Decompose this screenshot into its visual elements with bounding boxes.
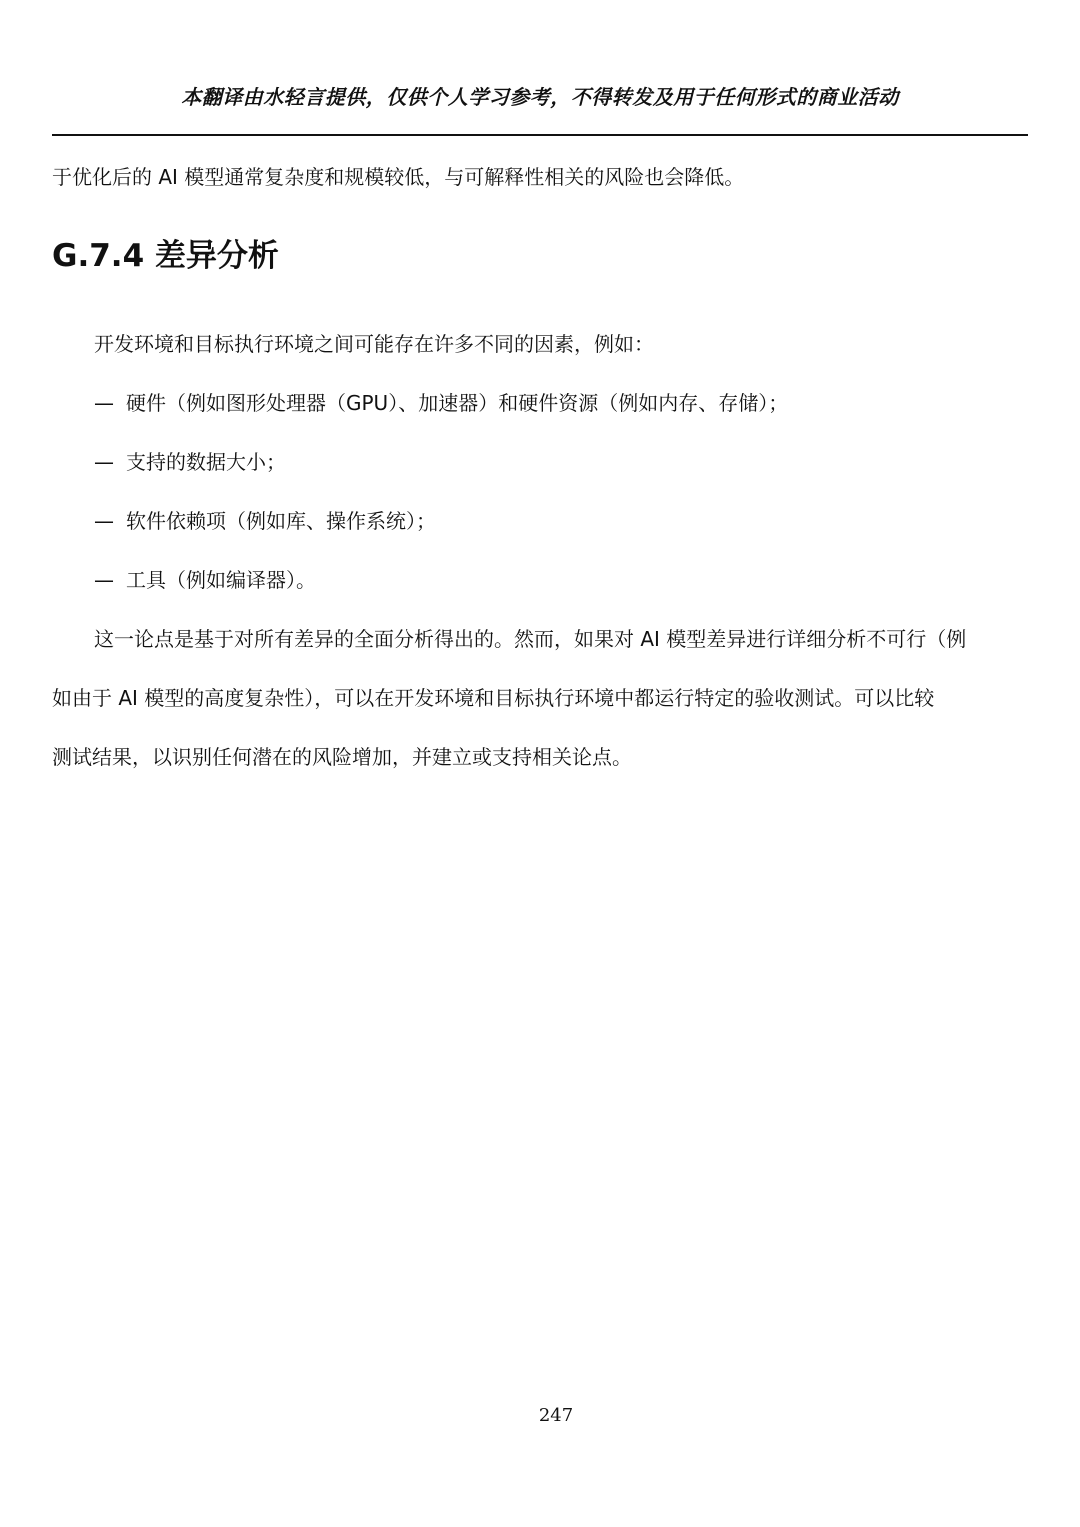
list-item	[52, 492, 1028, 551]
list-dash: —	[94, 568, 114, 592]
list-dash: —	[94, 509, 114, 533]
factor-list	[52, 374, 1028, 610]
list-item-text: 硬件（例如图形处理器（GPU）、加速器）和硬件资源（例如内存、存储）；	[126, 391, 789, 415]
closing-line: 这一论点是基于对所有差异的全面分析得出的。然而，如果对 AI 模型差异进行详细分析不可行（例	[94, 627, 967, 651]
page-number: 247	[538, 1405, 574, 1426]
list-item	[52, 433, 1028, 492]
list-item-text: 软件依赖项（例如库、操作系统）；	[126, 509, 436, 533]
page-content	[52, 148, 1028, 787]
list-item	[52, 374, 1028, 433]
intro-paragraph: 开发环境和目标执行环境之间可能存在许多不同的因素，例如：	[94, 332, 654, 356]
closing-paragraph	[52, 610, 1028, 787]
continuation-paragraph: 于优化后的 AI 模型通常复杂度和规模较低，与可解释性相关的风险也会降低。	[52, 165, 745, 189]
list-item	[52, 551, 1028, 610]
closing-line: 如由于 AI 模型的高度复杂性），可以在开发环境和目标执行环境中都运行特定的验收测试。可以比较	[52, 686, 935, 710]
list-item-text: 工具（例如编译器）。	[126, 568, 316, 592]
header-divider	[52, 134, 1028, 136]
list-item-text: 支持的数据大小；	[126, 450, 286, 474]
section-title: G.7.4 差异分析	[52, 238, 279, 274]
list-dash: —	[94, 391, 114, 415]
closing-line: 测试结果，以识别任何潜在的风险增加，并建立或支持相关论点。	[52, 745, 632, 769]
list-dash: —	[94, 450, 114, 474]
header-disclaimer: 本翻译由水轻言提供，仅供个人学习参考，不得转发及用于任何形式的商业活动	[181, 85, 899, 109]
